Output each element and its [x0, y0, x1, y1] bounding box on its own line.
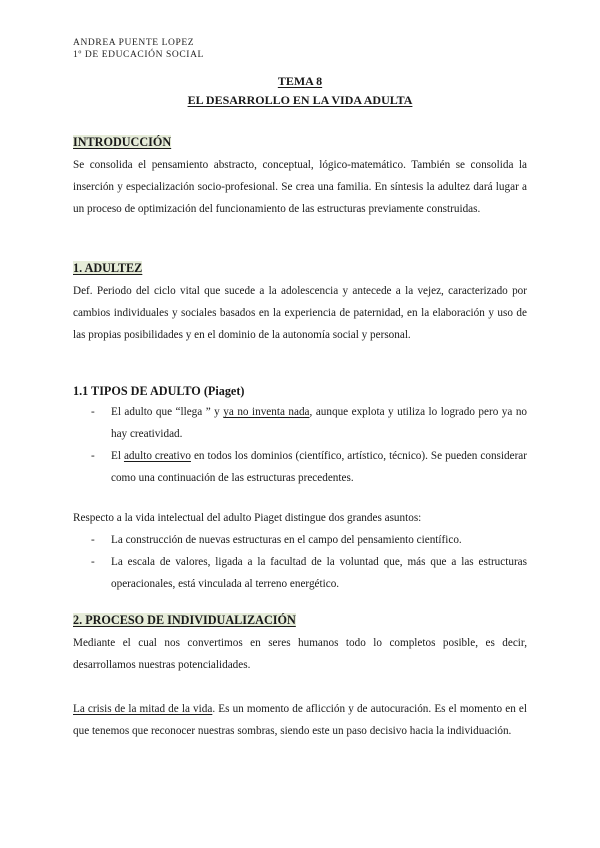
author-name: ANDREA PUENTE LOPEZ: [73, 38, 195, 48]
document-header: [73, 37, 204, 61]
section-text: Def. Periodo del ciclo vital que sucede a la adolescencia y antecede a la vejez, caracterizado por cambios individuales y sociales basados en la experiencia de paternidad, en la elaboración y uso de las propias posibilidades y en el dominio de la autonomía social y personal.: [73, 285, 527, 341]
asuntos-list: [91, 529, 527, 595]
tipos-list: [91, 401, 527, 489]
topic-number: TEMA 8: [277, 74, 323, 88]
crisis-paragraph: La crisis de la mitad de la vida. Es un momento de aflicción y de autocuración. Es el momento en el que tenemos que reconocer nuestras sombras, siendo este un paso decisivo hacia la individuación.: [73, 703, 527, 737]
list-item: - La escala de valores, ligada a la facultad de la voluntad que, más que a las estructuras operacionales, está vinculada al terreno energético.: [91, 551, 527, 595]
list-dash: -: [91, 556, 95, 568]
topic-title: EL DESARROLLO EN LA VIDA ADULTA: [187, 93, 413, 107]
list-item: - El adulto que “llega ” y ya no inventa nada, aunque explota y utiliza lo logrado pero ya no hay creatividad.: [91, 401, 527, 445]
section-text: Se consolida el pensamiento abstracto, conceptual, lógico-matemático. También se consolida la inserción y especialización socio-profesional. Se crea una familia. En síntesis la adultez dará lugar a un proceso de optimización del funcionamiento de las estructuras previamente construidas.: [73, 159, 527, 215]
section-heading: INTRODUCCIÓN: [73, 135, 172, 149]
section-heading: 1.1 TIPOS DE ADULTO (Piaget): [73, 384, 245, 398]
crisis-label: La crisis de la mitad de la vida: [73, 703, 213, 715]
section-individualizacion: [73, 611, 527, 742]
underlined-phrase: adulto creativo: [123, 450, 191, 462]
list-item: - La construcción de nuevas estructuras en el campo del pensamiento científico.: [91, 529, 527, 551]
list-dash: -: [91, 450, 95, 462]
section-text: Mediante el cual nos convertimos en seres humanos todo lo completos posible, es decir, desarrollamos nuestras potencialidades.: [73, 637, 527, 671]
underlined-phrase: ya no inventa nada: [223, 406, 310, 418]
list-item: - El adulto creativo en todos los dominios (científico, artístico, técnico). Se pueden considerar como una continuación de las estructuras precedentes.: [91, 445, 527, 489]
section-tipos-adulto: [73, 382, 527, 489]
section-heading: 1. ADULTEZ: [73, 261, 143, 275]
section-adultez: [73, 259, 527, 346]
list-dash: -: [91, 534, 95, 546]
course-name: 1º DE EDUCACIÓN SOCIAL: [73, 50, 204, 60]
section-vida-intelectual: [73, 507, 527, 595]
section-introduccion: [73, 133, 527, 220]
list-dash: -: [91, 406, 95, 418]
section-heading: 2. PROCESO DE INDIVIDUALIZACIÓN: [73, 613, 296, 627]
title-block: [73, 72, 527, 110]
section-text: Respecto a la vida intelectual del adulto Piaget distingue dos grandes asuntos:: [73, 512, 422, 524]
